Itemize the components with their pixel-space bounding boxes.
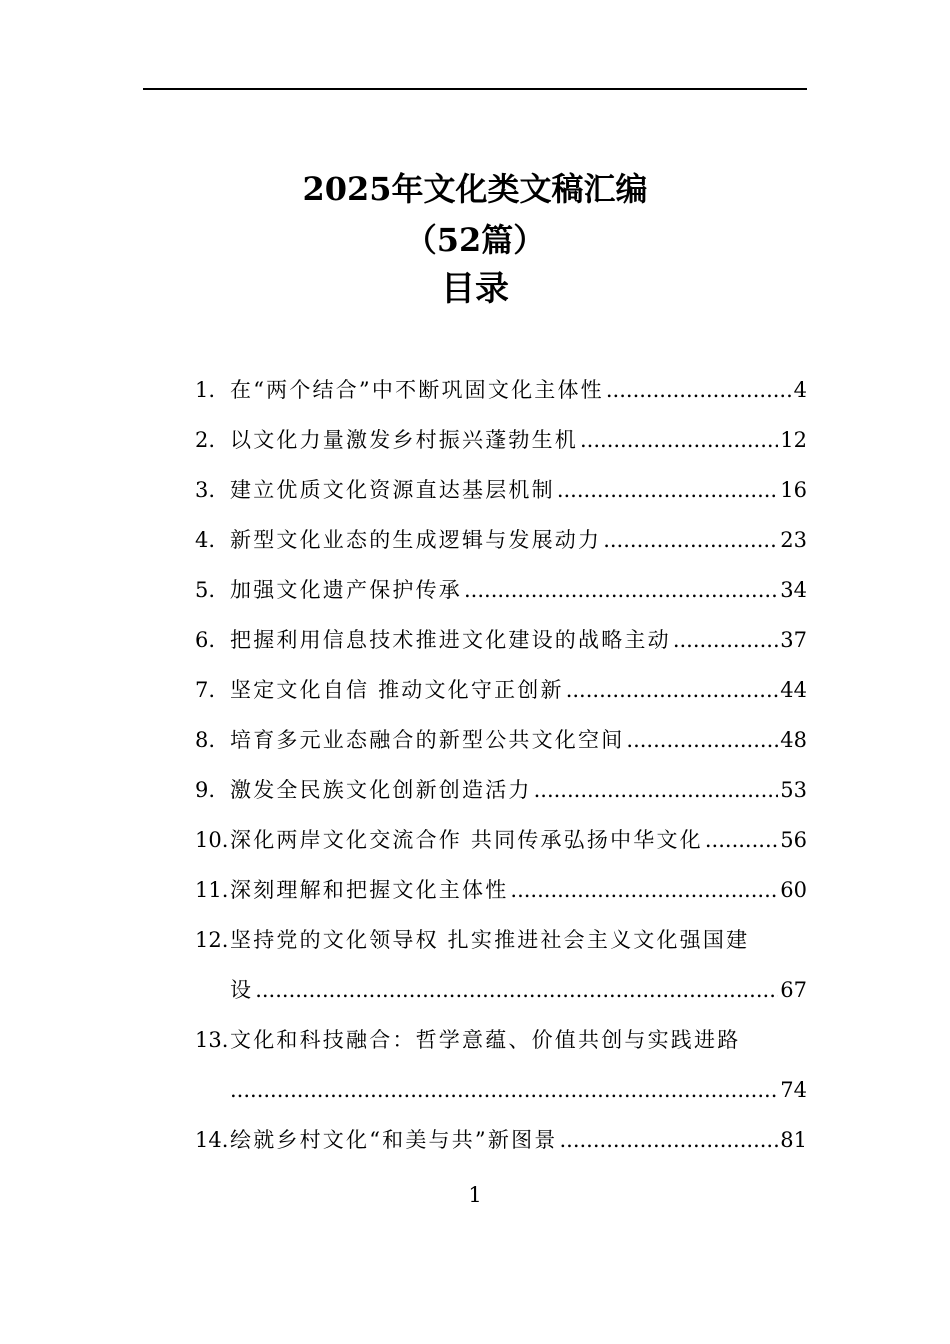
toc-entry-page: 37 (780, 628, 807, 652)
toc-entry-page: 56 (780, 828, 807, 852)
toc-entry[interactable] (195, 615, 807, 665)
toc-entry[interactable] (195, 565, 807, 615)
toc-heading: 目录 (441, 269, 509, 309)
toc-leader-dots (626, 715, 778, 765)
toc-entry-page: 53 (780, 778, 807, 802)
toc-entry-number: 3. (195, 478, 216, 502)
toc-entry[interactable] (195, 665, 807, 715)
toc-entry-page: 44 (780, 678, 807, 702)
toc-entry-title[interactable]: 坚定文化自信 推动文化守正创新 (230, 678, 564, 702)
toc-entry-page: 23 (780, 528, 807, 552)
toc-entry-title[interactable]: 加强文化遗产保护传承 (230, 578, 462, 602)
toc-entry[interactable] (195, 865, 807, 915)
document-title: 2025年文化类文稿汇编 (302, 170, 648, 208)
toc-entry[interactable] (195, 415, 807, 465)
toc-entry-title[interactable]: 绘就乡村文化“和美与共”新图景 (230, 1128, 558, 1152)
toc-entry-title[interactable]: 文化和科技融合：哲学意蕴、价值共创与实践进路 (230, 1028, 741, 1052)
toc-entry[interactable] (195, 765, 807, 815)
toc-leader-dots (673, 615, 778, 665)
toc-entry-title[interactable]: 把握利用信息技术推进文化建设的战略主动 (230, 628, 671, 652)
toc-entry[interactable] (195, 365, 807, 415)
toc-entry[interactable] (195, 1015, 807, 1115)
toc-entry-number: 11. (195, 878, 229, 902)
toc-entry-page: 81 (780, 1128, 807, 1152)
toc-leader-dots (580, 415, 778, 465)
toc-entry[interactable] (195, 915, 807, 1015)
toc-entry[interactable] (195, 715, 807, 765)
table-of-contents (195, 365, 807, 1165)
toc-leader-dots (255, 965, 778, 1015)
toc-entry-title[interactable]: 深化两岸文化交流合作 共同传承弘扬中华文化 (230, 828, 703, 852)
toc-entry-title[interactable]: 新型文化业态的生成逻辑与发展动力 (230, 528, 602, 552)
toc-entry-title[interactable]: 以文化力量激发乡村振兴蓬勃生机 (230, 428, 578, 452)
toc-entry-number: 1. (195, 378, 216, 402)
page-number: 1 (468, 1183, 482, 1207)
toc-leader-dots (510, 865, 778, 915)
toc-entry-number: 8. (195, 728, 216, 752)
toc-entry-title[interactable]: 在“两个结合”中不断巩固文化主体性 (230, 378, 604, 402)
toc-entry-number: 9. (195, 778, 216, 802)
toc-leader-dots (464, 565, 778, 615)
header-rule (143, 88, 807, 90)
toc-entry-title[interactable]: 激发全民族文化创新创造活力 (230, 778, 532, 802)
toc-leader-dots (603, 515, 778, 565)
toc-entry-title-continued[interactable]: 设 (230, 978, 254, 1002)
toc-entry-page: 60 (780, 878, 807, 902)
toc-entry[interactable] (195, 815, 807, 865)
toc-entry[interactable] (195, 515, 807, 565)
toc-entry-title[interactable]: 建立优质文化资源直达基层机制 (230, 478, 555, 502)
toc-entry-number: 13. (195, 1028, 229, 1052)
toc-entry-number: 2. (195, 428, 216, 452)
toc-leader-dots (557, 465, 778, 515)
toc-entry-number: 5. (195, 578, 216, 602)
toc-entry-number: 10. (195, 828, 229, 852)
toc-entry-title[interactable]: 坚持党的文化领导权 扎实推进社会主义文化强国建 (230, 928, 750, 952)
toc-entry-number: 6. (195, 628, 216, 652)
toc-entry-number: 4. (195, 528, 216, 552)
toc-entry-page: 67 (780, 978, 807, 1002)
toc-leader-dots (705, 815, 778, 865)
toc-entry-title[interactable]: 培育多元业态融合的新型公共文化空间 (230, 728, 625, 752)
toc-leader-dots (534, 765, 779, 815)
toc-entry[interactable] (195, 1115, 807, 1165)
toc-entry-page: 16 (780, 478, 807, 502)
toc-entry-page: 48 (780, 728, 807, 752)
toc-leader-dots (606, 365, 792, 415)
toc-leader-dots (230, 1065, 778, 1115)
toc-entry-title[interactable]: 深刻理解和把握文化主体性 (230, 878, 509, 902)
toc-leader-dots (559, 1115, 778, 1165)
toc-entry-page: 4 (793, 378, 807, 402)
toc-entry-number: 14. (195, 1128, 229, 1152)
toc-entry-page: 12 (780, 428, 807, 452)
toc-entry-number: 12. (195, 928, 229, 952)
document-subtitle: （52篇） (404, 221, 546, 259)
toc-entry[interactable] (195, 465, 807, 515)
toc-entry-page: 34 (780, 578, 807, 602)
toc-entry-page: 74 (780, 1078, 807, 1102)
toc-entry-number: 7. (195, 678, 216, 702)
toc-leader-dots (566, 665, 779, 715)
